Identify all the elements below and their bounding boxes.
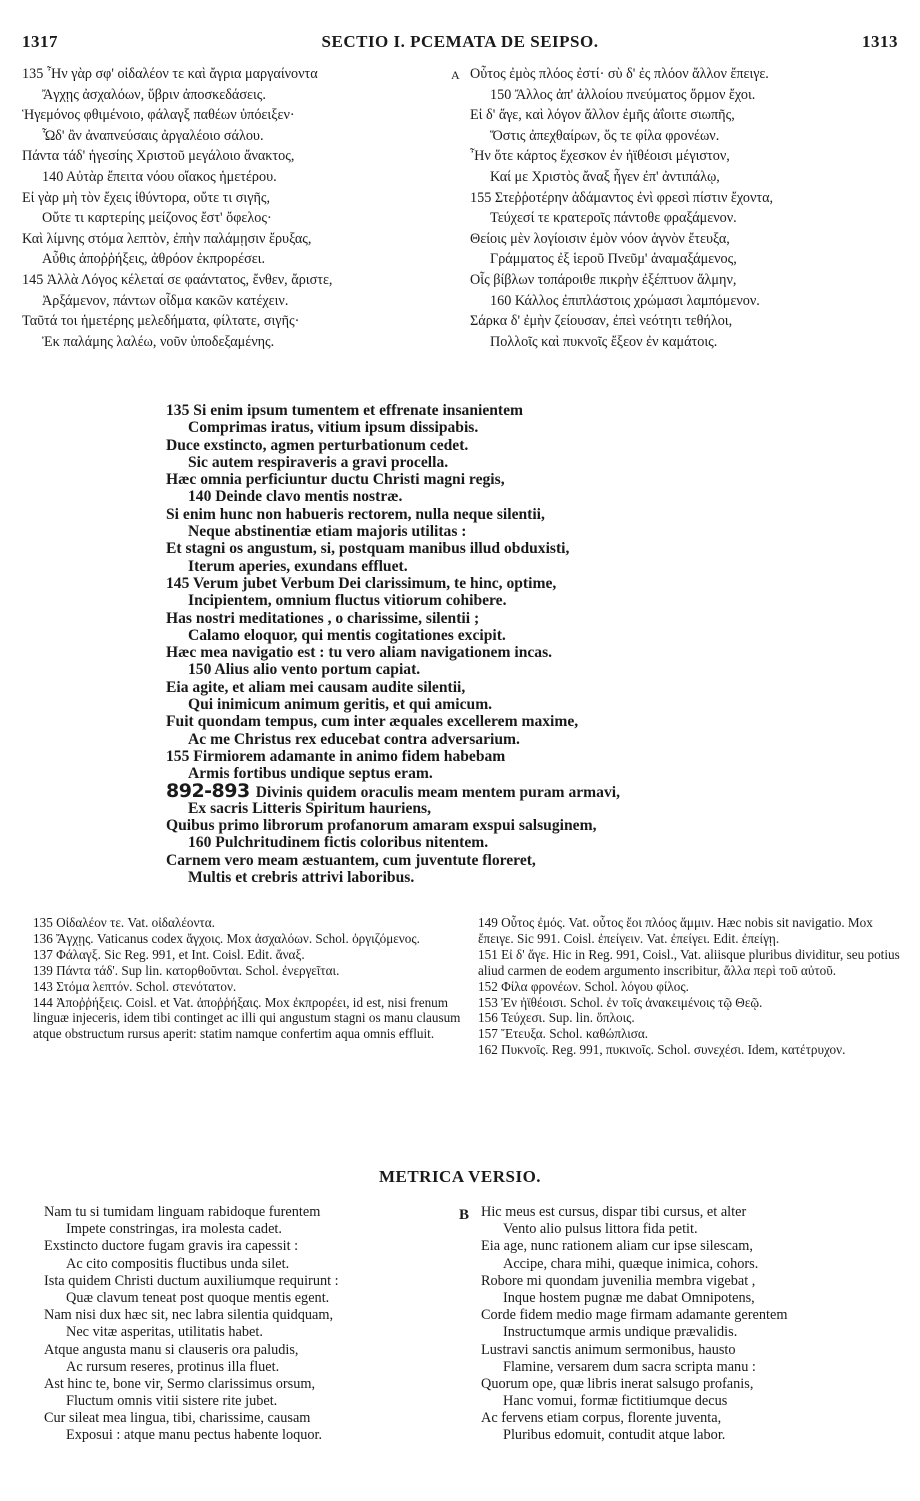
line-text: Carnem vero meam æstuantem, cum juventute floreret, xyxy=(166,851,536,869)
metrica-verse-line xyxy=(44,1221,464,1238)
footnote: 135 Οἰδαλέον τε. Vat. οἰδαλέοντα. xyxy=(33,915,215,930)
metrica-verse-line xyxy=(481,1273,903,1290)
line-text: Eia agite, et aliam mei causam audite silentii, xyxy=(166,678,466,696)
latin-line xyxy=(166,592,886,609)
greek-verse-line xyxy=(22,270,462,291)
greek-verse-line xyxy=(22,167,462,188)
line-text: Instructumque armis undique prævalidis. xyxy=(503,1324,738,1341)
metrica-verse-line xyxy=(44,1410,464,1427)
greek-verse-line xyxy=(470,64,902,85)
greek-verse-line xyxy=(470,229,902,250)
line-text: 140 Αὐτὰρ ἔπειτα νόου οἴακος ἡμετέρου. xyxy=(42,168,277,185)
line-text: 150 Alius alio vento portum capiat. xyxy=(188,661,421,679)
footnote: 156 Τεύχεσι. Sup. lin. ὅπλοις. xyxy=(478,1010,635,1026)
line-text: 155 Firmiorem adamante in animo fidem habebam xyxy=(166,747,506,765)
greek-verse-line xyxy=(22,188,462,209)
running-head xyxy=(22,32,898,54)
latin-line xyxy=(166,402,886,419)
metrica-verse-line xyxy=(481,1410,903,1427)
line-text: Ἄγχῃς ἀσχαλόων, ὕβριν ἀποσκεδάσεις. xyxy=(42,86,266,103)
line-text: Οἷς βίβλων τοπάροιθε πικρὴν ἐξέπτυον ἅλμην, xyxy=(470,271,737,288)
line-text: Nam nisi dux hæc sit, nec labra silentia quidquam, xyxy=(44,1307,334,1324)
latin-line xyxy=(166,506,886,523)
line-text: 160 Pulchritudinem fictis coloribus nitentem. xyxy=(188,834,489,852)
footnote: 162 Πυκνοῖς. Reg. 991, πυκινοῖς. Schol. συνεχέσι. Idem, κατέτρυχον. xyxy=(478,1042,846,1058)
latin-line xyxy=(166,575,886,592)
line-text: Ac fervens etiam corpus, florente juventa, xyxy=(481,1410,722,1427)
line-text: Cur sileat mea lingua, tibi, charissime, causam xyxy=(44,1410,311,1427)
line-text: Ac rursum reseres, protinus illa fluet. xyxy=(66,1358,280,1375)
latin-line xyxy=(166,437,886,454)
latin-line xyxy=(166,852,886,869)
line-text: 160 Κάλλος ἐπιπλάστοις χρώμασι λαμπόμενον. xyxy=(490,292,760,309)
line-text: Fluctum omnis vitii sistere rite jubet. xyxy=(66,1393,278,1410)
latin-line xyxy=(166,779,886,802)
line-text: Flamine, versarem dum sacra scripta manu : xyxy=(503,1358,756,1375)
line-text: 150 Ἄλλος ἀπ' ἀλλοίου πνεύματος ὅρμον ἔχοι. xyxy=(490,86,756,103)
page-number-left: 1317 xyxy=(22,32,58,51)
latin-line xyxy=(166,471,886,488)
greek-verse-line xyxy=(22,105,462,126)
line-text: Hæc mea navigatio est : tu vero aliam navigationem incas. xyxy=(166,644,553,662)
metrica-verse-line xyxy=(481,1307,903,1324)
latin-line xyxy=(166,523,886,540)
line-text: Exstincto ductore fugam gravis ira capessit : xyxy=(44,1238,299,1255)
footnote: 157 Ἔτευξα. Schol. καθώπλισα. xyxy=(478,1026,649,1042)
line-text: Comprimas iratus, vitium ipsum dissipabis. xyxy=(188,419,479,437)
line-text: Eia age, nunc rationem aliam cur ipse silescam, xyxy=(481,1238,753,1255)
footnote: 136 Ἄγχῃς. Vaticanus codex ἄγχοις. Mox ἀσχαλόων. Schol. ὀργιζόμενος. xyxy=(33,930,420,946)
line-text: Γράμματος ἐξ ἱεροῦ Πνεῦμ' ἀναμαξάμενος, xyxy=(490,251,737,268)
metrica-verse-line xyxy=(44,1427,464,1444)
latin-line xyxy=(166,834,886,851)
greek-verse-line xyxy=(470,188,902,209)
latin-line xyxy=(166,800,886,817)
greek-verse-line xyxy=(22,208,462,229)
page-number-right: 1313 xyxy=(862,32,898,51)
latin-line xyxy=(166,488,886,505)
line-text: Hæc omnia perficiuntur ductu Christi magni regis, xyxy=(166,471,505,489)
metrica-verse-line xyxy=(44,1256,464,1273)
line-text: Ταῦτά τοι ἡμετέρης μελεδήματα, φίλτατε, σιγῆς· xyxy=(22,313,300,330)
line-text: Nec vitæ asperitas, utilitatis habet. xyxy=(66,1324,263,1341)
latin-line xyxy=(166,748,886,765)
footnote: 151 Εἰ δ' ἄγε. Hic in Reg. 991, Coisl., Vat. aliisque pluribus dividitur, seu potius aliud carmen de eodem argumento inscribitur, ἄλλα περὶ τοῦ αὐτοῦ. xyxy=(478,946,900,978)
line-text: Ista quidem Christi ductum auxiliumque requirunt : xyxy=(44,1272,339,1289)
latin-line xyxy=(166,644,886,661)
greek-verse-line xyxy=(22,291,462,312)
line-text: Has nostri meditationes , o charissime, silentii ; xyxy=(166,609,480,627)
line-text: Atque angusta manu si clauseris ora paludis, xyxy=(44,1341,299,1358)
margin-letter-a: A xyxy=(451,68,460,82)
greek-verse-line xyxy=(470,249,902,270)
metrica-verse-line xyxy=(481,1342,903,1359)
line-text: Ἦν ὅτε κάρτος ἔχεσκον ἐν ἠϊθέοισι μέγιστον, xyxy=(470,148,730,165)
line-text: Hic meus est cursus, dispar tibi cursus, et alter xyxy=(481,1204,747,1220)
metrica-verse-line xyxy=(481,1427,903,1444)
line-text: Qui inimicum animum geritis, et qui amicum. xyxy=(188,696,493,714)
greek-verse-line xyxy=(470,126,902,147)
footnote: 149 Οὗτος ἐμός. Vat. οὗτος ἔοι πλόος ἄμμιν. Hæc nobis sit navigatio. Mox ἔπειγε. Sic 991. Coisl. ἐπείγειν. Vat. ἐπείγει. Edit. ἐπείγῃ. xyxy=(478,915,873,946)
line-text: Ac me Christus rex educebat contra adversarium. xyxy=(188,730,520,748)
greek-verse-line xyxy=(470,85,902,106)
metrica-verse-line xyxy=(481,1376,903,1393)
metrica-verse-line xyxy=(44,1393,464,1410)
greek-verse-line xyxy=(470,291,902,312)
margin-letter-b: B xyxy=(459,1207,470,1223)
greek-verse-line xyxy=(470,311,902,332)
line-text: Neque abstinentiæ etiam majoris utilitas : xyxy=(188,523,467,541)
line-text: 140 Deinde clavo mentis nostræ. xyxy=(188,488,403,506)
footnote: 153 Ἐν ἠϊθέοισι. Schol. ἐν τοῖς ἀνακειμένοις τῷ Θεῷ. xyxy=(478,994,763,1010)
line-text: Ἡγεμόνος φθιμένοιο, φάλαγξ παθέων ὑπόειξεν· xyxy=(22,107,295,124)
line-text: Ὅστις ἀπεχθαίρων, ὅς τε φίλα φρονέων. xyxy=(490,127,720,144)
latin-line xyxy=(166,540,886,557)
metrica-verse-line xyxy=(481,1359,903,1376)
section-title: METRICA VERSIO. xyxy=(378,1167,542,1186)
line-text: Duce exstincto, agmen perturbationum cedet. xyxy=(166,436,469,454)
running-title: SECTIO I. PCEMATA DE SEIPSO. xyxy=(321,32,599,51)
line-text: Iterum aperies, exundans effluet. xyxy=(188,557,408,575)
line-text: Lustravi sanctis animum sermonibus, hausto xyxy=(481,1341,736,1358)
line-text: Οὔτε τι καρτερίης μείζονος ἔστ' ὄφελος· xyxy=(42,210,272,227)
line-text: 135 Si enim ipsum tumentem et effrenate insanientem xyxy=(166,402,524,419)
metrica-verse-line xyxy=(44,1273,464,1290)
line-text: Καὶ λίμνης στόμα λεπτὸν, ἐπὴν παλάμῃσιν ἔρυξας, xyxy=(22,230,312,247)
metrica-verse-line xyxy=(481,1238,903,1255)
latin-line xyxy=(166,610,886,627)
line-text: Nam tu si tumidam linguam rabidoque furentem xyxy=(44,1204,321,1220)
greek-text-left-column xyxy=(22,64,462,352)
line-text: Pluribus edomuit, contudit atque labor. xyxy=(503,1427,726,1444)
critical-notes-left xyxy=(33,915,463,1042)
metrica-verse-line xyxy=(481,1290,903,1307)
metrica-verse-line xyxy=(44,1324,464,1341)
line-text: Εἰ γὰρ μὴ τὸν ἔχεις ἰθύντορα, οὔτε τι σιγῆς, xyxy=(22,189,271,206)
line-text: Inque hostem pugnæ me dabat Omnipotens, xyxy=(503,1289,755,1306)
greek-verse-line xyxy=(22,311,462,332)
metrica-versio-left xyxy=(44,1204,464,1445)
line-text: Si enim hunc non habueris rectorem, nulla neque silentii, xyxy=(166,505,545,523)
line-text: 135 Ἦν γὰρ σφ' οἰδαλέον τε καὶ ἄγρια μαργαίνοντα xyxy=(22,66,318,82)
line-text: Ἐκ παλάμης λαλέω, νοῦν ὑποδεξαμένης. xyxy=(42,333,275,350)
line-text: Quorum ope, quæ libris inerat salsugo profanis, xyxy=(481,1375,754,1392)
line-text: Quibus primo librorum profanorum amaram exspui salsuginem, xyxy=(166,817,597,835)
footnote: 137 Φάλαγξ. Sic Reg. 991, et Int. Coisl. Edit. ἄναξ. xyxy=(33,946,305,962)
line-text: Πολλοῖς καὶ πυκνοῖς ἔξεον ἐν καμάτοις. xyxy=(490,333,718,350)
line-text: Θείοις μὲν λογίοισιν ἐμὸν νόον ἁγνὸν ἔτευξα, xyxy=(470,230,730,247)
line-text: Καί με Χριστὸς ἄναξ ἦγεν ἐπ' ἀντιπάλῳ, xyxy=(490,168,720,185)
latin-line xyxy=(166,558,886,575)
greek-verse-line xyxy=(22,332,462,353)
latin-line xyxy=(166,679,886,696)
greek-verse-line xyxy=(22,229,462,250)
line-text: Corde fidem medio mage firmam adamante gerentem xyxy=(481,1307,788,1324)
line-text: Quæ clavum teneat post quoque mentis egent. xyxy=(66,1289,330,1306)
latin-line xyxy=(166,627,886,644)
greek-verse-line xyxy=(22,126,462,147)
line-text: Ac cito compositis fluctibus unda silet. xyxy=(66,1255,290,1272)
line-text: Incipientem, omnium fluctus vitiorum cohibere. xyxy=(188,592,507,610)
metrica-verse-line xyxy=(481,1324,903,1341)
latin-line xyxy=(166,731,886,748)
greek-verse-line xyxy=(470,208,902,229)
latin-line xyxy=(166,765,886,782)
line-text: Accipe, chara mihi, quæque inimica, cohors. xyxy=(503,1255,759,1272)
line-text: Πάντα τάδ' ἡγεσίης Χριστοῦ μεγάλοιο ἄνακτος, xyxy=(22,148,295,165)
footnote: 139 Πάντα τάδ'. Sup lin. κατορθοῦνται. Schol. ἐνεργεῖται. xyxy=(33,962,340,978)
line-text: Impete constringas, ira molesta cadet. xyxy=(66,1221,282,1238)
metrica-verse-line xyxy=(481,1393,903,1410)
line-text: 145 Verum jubet Verbum Dei clarissimum, te hinc, optime, xyxy=(166,574,557,592)
line-text: Ἀρξάμενον, πάντων οἶδμα κακῶν κατέχειν. xyxy=(42,292,289,309)
metrica-verse-line xyxy=(44,1342,464,1359)
line-text: 145 Ἀλλὰ Λόγος κέλεταί σε φαάντατος, ἔνθεν, ἄριστε, xyxy=(22,271,333,288)
metrica-versio-right xyxy=(481,1204,903,1445)
metrica-verse-line xyxy=(481,1204,903,1221)
line-text: Multis et crebris attrivi laboribus. xyxy=(188,869,415,887)
footnote: 143 Στόμα λεπτόν. Schol. στενότατον. xyxy=(33,978,237,994)
greek-verse-line xyxy=(470,105,902,126)
greek-verse-line xyxy=(470,146,902,167)
metrica-verse-line xyxy=(44,1204,464,1221)
greek-verse-line xyxy=(470,332,902,353)
critical-notes-right xyxy=(478,915,902,1058)
greek-verse-line xyxy=(22,146,462,167)
line-text: Εἰ δ' ἄγε, καὶ λόγον ἄλλον ἐμῆς ἀΐοιτε σιωπῆς, xyxy=(470,107,735,124)
metrica-verse-line xyxy=(481,1221,903,1238)
latin-line xyxy=(166,419,886,436)
line-text: Τεύχεσί τε κρατεροῖς πάντοθε φραξάμενον. xyxy=(490,210,737,227)
footnote: 144 Ἀποῤῥήξεις. Coisl. et Vat. ἀποῤῥήξαις. Mox ἐκπρορέει, id est, nisi frenum linguæ injeceris, idem tibi continget ac illi qui angustum stagni os manu clausum atque obstructum rursus aperit: statim namque confertim aqua omnis effluit. xyxy=(33,994,461,1042)
metrica-verse-line xyxy=(44,1359,464,1376)
greek-text-right-column xyxy=(470,64,902,352)
greek-verse-line xyxy=(22,64,462,85)
line-text: Calamo eloquor, qui mentis cogitationes excipit. xyxy=(188,626,506,644)
line-text: Οὗτος ἐμὸς πλόος ἐστί· σὺ δ' ἐς πλόον ἄλλον ἔπειγε. xyxy=(470,66,769,82)
latin-line xyxy=(166,817,886,834)
metrica-verse-line xyxy=(44,1307,464,1324)
line-text: 155 Στεῤῥοτέρην ἀδάμαντος ἐνὶ φρεσὶ πίστιν ἔχοντα, xyxy=(470,189,774,206)
greek-verse-line xyxy=(470,167,902,188)
line-text: Hanc vomui, formæ fictitiumque decus xyxy=(503,1393,728,1410)
line-text: Σάρκα δ' ἐμὴν ζείουσαν, ἐπεὶ νεότητι τεθήλοι, xyxy=(470,313,733,330)
column-reference: 892-893 xyxy=(166,779,250,802)
line-text: Αὖθις ἀποῤῥήξεις, ἀθρόον ἐκπρορέσει. xyxy=(42,251,266,268)
latin-line xyxy=(166,869,886,886)
line-text: Sic autem respiraveris a gravi procella. xyxy=(188,453,449,471)
greek-verse-line xyxy=(22,249,462,270)
latin-line xyxy=(166,454,886,471)
greek-verse-line xyxy=(22,85,462,106)
metrica-verse-line xyxy=(44,1290,464,1307)
latin-line xyxy=(166,661,886,678)
line-text: Exposui : atque manu pectus habente loquor. xyxy=(66,1427,323,1444)
latin-line xyxy=(166,713,886,730)
footnote: 152 Φίλα φρονέων. Schol. λόγου φίλος. xyxy=(478,978,689,994)
metrica-verse-line xyxy=(44,1238,464,1255)
latin-line xyxy=(166,696,886,713)
line-text: Fuit quondam tempus, cum inter æquales excellerem maxime, xyxy=(166,713,579,731)
greek-verse-line xyxy=(470,270,902,291)
latin-translation xyxy=(166,402,886,886)
line-text: Ex sacris Litteris Spiritum hauriens, xyxy=(188,799,432,817)
line-text: Vento alio pulsus littora fida petit. xyxy=(503,1221,698,1238)
line-text: Ast hinc te, bone vir, Sermo clarissimus orsum, xyxy=(44,1375,316,1392)
line-text: Armis fortibus undique septus eram. xyxy=(188,765,433,783)
metrica-verse-line xyxy=(481,1256,903,1273)
line-text: Ὧδ' ἂν ἀναπνεύσαις ἀργαλέοιο σάλου. xyxy=(42,127,264,144)
line-text: Robore mi quondam juvenilia membra vigebat , xyxy=(481,1272,756,1289)
line-text: Et stagni os angustum, si, postquam manibus illud obduxisti, xyxy=(166,540,570,558)
metrica-verse-line xyxy=(44,1376,464,1393)
line-text: Divinis quidem oraculis meam mentem puram armavi, xyxy=(255,783,620,801)
